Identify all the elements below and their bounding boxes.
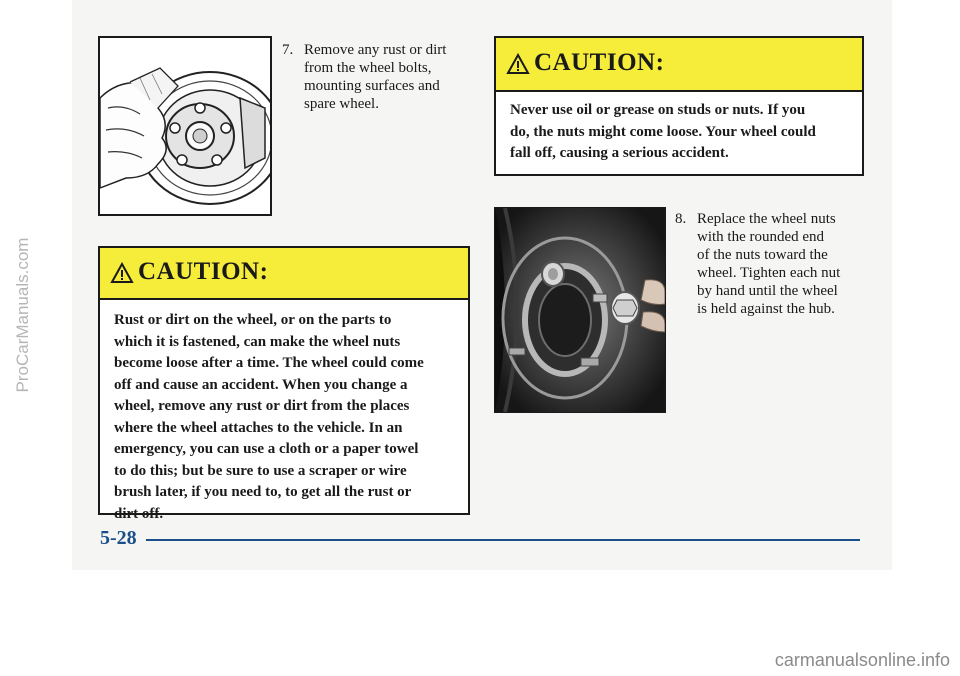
caution-line: to do this; but be sure to use a scraper or wire (114, 462, 407, 479)
step-text (697, 210, 840, 318)
caution-box-rust (98, 246, 470, 522)
step-8 (675, 210, 865, 322)
step-line: spare wheel. (304, 96, 379, 112)
caution-line: do, the nuts might come loose. Your wheel could (510, 123, 816, 140)
caution-line: off and cause an accident. When you change a (114, 376, 408, 393)
wheel-nut-figure (494, 207, 666, 413)
page-number: 5-28 (100, 527, 137, 549)
caution-line: which it is fastened, can make the wheel nuts (114, 333, 401, 350)
caution-line: emergency, you can use a cloth or a paper towel (114, 441, 419, 457)
caution-body (510, 100, 848, 165)
step-7 (282, 41, 482, 117)
hub-cleaning-figure (98, 36, 272, 216)
step-line: wheel. Tighten each nut (697, 265, 841, 281)
step-line: by hand until the wheel (697, 283, 838, 299)
caution-line: become loose after a time. The wheel could come (114, 355, 424, 371)
warning-triangle-icon (506, 53, 530, 75)
caution-line: fall off, causing a serious accident. (510, 145, 729, 161)
step-text (304, 41, 446, 113)
step-line: mounting surfaces and (304, 78, 440, 94)
step-line: is held against the hub. (697, 301, 835, 317)
caution-body (114, 310, 454, 525)
step-line: Remove any rust or dirt (304, 42, 447, 58)
step-number: 7. (282, 42, 294, 58)
step-line: of the nuts toward the (697, 247, 828, 263)
step-line: from the wheel bolts, (304, 60, 432, 76)
caution-header (496, 38, 862, 92)
caution-line: dirt off. (114, 505, 164, 522)
caution-line: Rust or dirt on the wheel, or on the parts to (114, 312, 392, 328)
caution-line: Never use oil or grease on studs or nuts. If you (510, 102, 806, 118)
caution-title: CAUTION: (138, 258, 269, 285)
wheel-nut-photo-icon (495, 208, 665, 412)
caution-box-oil (494, 36, 864, 176)
bottom-watermark: carmanualsonline.info (774, 650, 950, 670)
caution-header (100, 248, 468, 300)
side-watermark: ProCarManuals.com (13, 237, 32, 393)
step-number: 8. (675, 211, 687, 227)
step-line: Replace the wheel nuts (697, 211, 836, 227)
caution-line: wheel, remove any rust or dirt from the places (114, 398, 410, 414)
caution-line: brush later, if you need to, to get all the rust or (114, 484, 412, 500)
caution-title: CAUTION: (534, 49, 665, 76)
step-line: with the rounded end (697, 229, 825, 245)
footer-rule (146, 539, 860, 541)
wheel-hub-illustration-icon (100, 38, 270, 214)
caution-line: where the wheel attaches to the vehicle. In an (114, 419, 403, 436)
warning-triangle-icon (110, 262, 134, 284)
